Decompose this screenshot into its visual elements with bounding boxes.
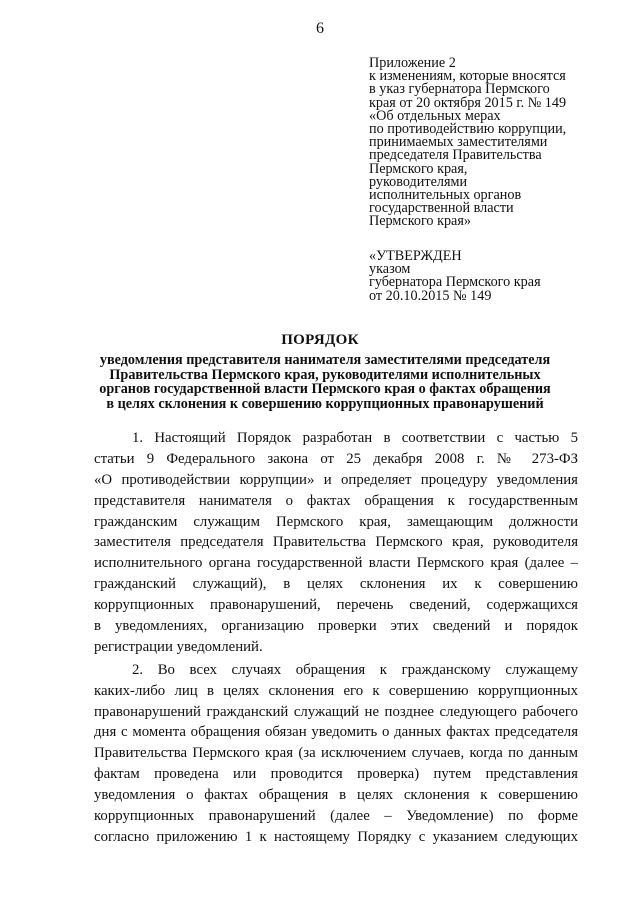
- approval-stamp: [369, 250, 619, 303]
- approved-line: «УТВЕРЖДЕН: [369, 248, 462, 264]
- paragraph-1: [94, 428, 578, 658]
- appendix-line: «Об отдельных мерах: [369, 107, 501, 124]
- para1-line: исполнительного органа государственной власти Пермского края (далее –: [94, 555, 578, 572]
- para1-line: представителя нанимателя о фактах обращения к государственным: [94, 492, 578, 509]
- para2-line: согласно приложению 1 к настоящему Порядку с указанием следующих: [94, 828, 578, 845]
- appendix-line: председателя Правительства: [369, 147, 542, 164]
- approved-line: губернатора Пермского края: [369, 274, 541, 291]
- para2-line: фактам проведена или проводится проверка) путем представления: [94, 766, 578, 783]
- appendix-line: руководителями: [369, 173, 468, 190]
- appendix-line: к изменениям, которые вносятся: [369, 68, 566, 85]
- appendix-header: [369, 57, 619, 229]
- document-subtitle: [90, 353, 560, 411]
- para2-line: дня с момента обращения обязан уведомить о данных фактах председателя: [94, 724, 578, 741]
- document-title: ПОРЯДОК: [281, 332, 359, 348]
- subtitle-line: уведомления представителя нанимателя заместителями председателя: [99, 352, 551, 368]
- approved-line: указом: [369, 261, 411, 278]
- para1-line: заместителя председателя Правительства Пермского края, руководителя: [94, 534, 578, 551]
- appendix-line: Пермского края,: [369, 160, 468, 177]
- document-body: [94, 428, 578, 848]
- para2-line: 2. Во всех случаях обращения к гражданскому служащему: [132, 661, 578, 678]
- subtitle-line: органов государственной власти Пермского края о фактах обращения: [99, 381, 551, 397]
- para1-line: регистрации уведомлений.: [94, 638, 263, 655]
- subtitle-line: Правительства Пермского края, руководителями исполнительных: [109, 366, 541, 383]
- para1-line: в уведомлениях, организацию проверки этих сведений и порядок: [94, 618, 578, 635]
- appendix-line: принимаемых заместителями: [369, 134, 548, 151]
- approved-line: от 20.10.2015 № 149: [369, 287, 492, 304]
- para2-line: коррупционных правонарушений (далее – Уведомление) по форме: [94, 808, 578, 825]
- appendix-line: Пермского края»: [369, 213, 471, 230]
- para1-line: статьи 9 Федерального закона от 25 декабря 2008 г. № 273-ФЗ: [94, 450, 578, 467]
- para1-line: «О противодействии коррупции» и определяет процедуру уведомления: [94, 471, 578, 488]
- appendix-line: края от 20 октября 2015 г. № 149: [369, 94, 567, 111]
- appendix-line: по противодействию коррупции,: [369, 121, 567, 138]
- para1-line: гражданским служащим Пермского края, замещающим должности: [94, 513, 578, 530]
- appendix-line: государственной власти: [369, 200, 514, 217]
- para2-line: уведомления о фактах обращения в целях склонения к совершению: [94, 787, 578, 804]
- para2-line: каких-либо лиц в целях склонения его к совершению коррупционных: [94, 682, 578, 699]
- para1-line: 1. Настоящий Порядок разработан в соответствии с частью 5: [132, 430, 578, 446]
- para1-line: коррупционных правонарушений, перечень сведений, содержащихся: [94, 597, 578, 614]
- para1-line: гражданский служащий), в целях склонения их к совершению: [94, 576, 578, 593]
- appendix-line: исполнительных органов: [369, 187, 522, 204]
- page-number: 6: [316, 20, 324, 37]
- paragraph-2: [94, 660, 578, 848]
- subtitle-line: в целях склонения к совершению коррупционных правонарушений: [106, 395, 544, 412]
- para2-line: Правительства Пермского края (за исключением случаев, когда по данным: [94, 745, 578, 762]
- appendix-line: Приложение 2: [369, 55, 456, 71]
- para2-line: правонарушений гражданский служащий не позднее следующего рабочего: [94, 703, 578, 720]
- appendix-line: в указ губернатора Пермского: [369, 81, 550, 98]
